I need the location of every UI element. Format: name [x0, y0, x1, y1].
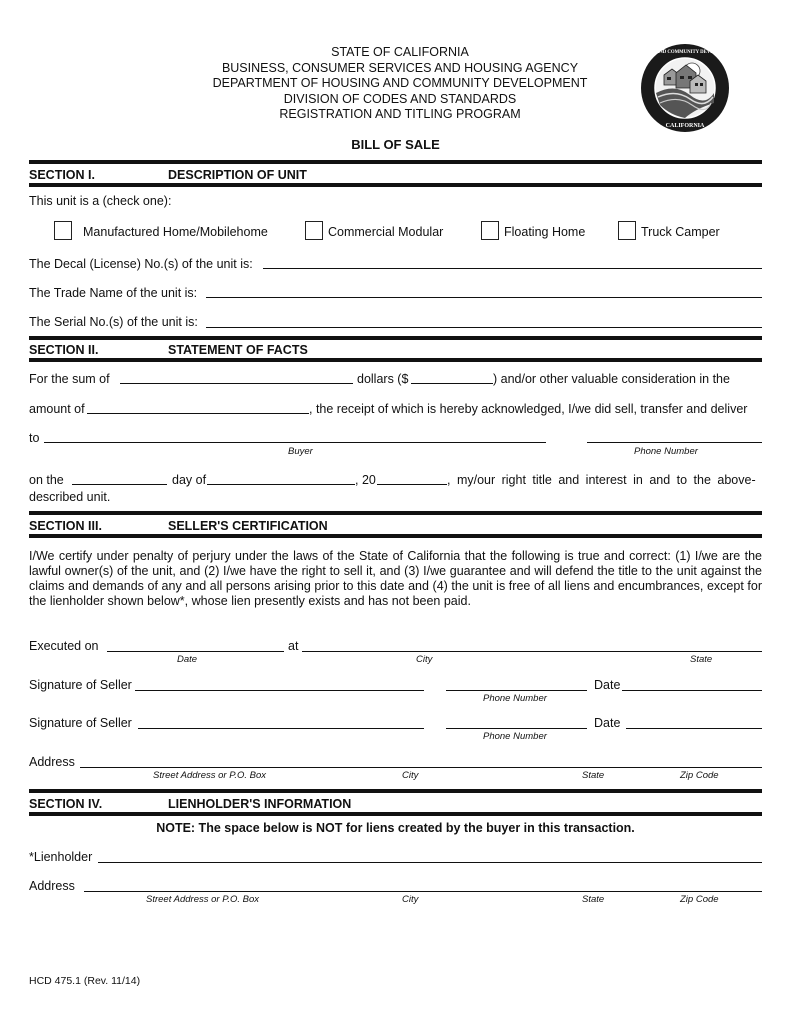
option-label: Truck Camper: [641, 225, 720, 239]
section-number: SECTION II.: [29, 343, 99, 357]
to-label: to: [29, 431, 40, 445]
street-caption: Street Address or P.O. Box: [146, 894, 259, 905]
trade-name-field[interactable]: [206, 297, 762, 298]
month-field[interactable]: [207, 484, 355, 485]
city-caption: City: [402, 894, 419, 905]
header-line: DIVISION OF CODES AND STANDARDS: [283, 91, 517, 106]
check-prompt: This unit is a (check one):: [29, 194, 172, 208]
phone-caption: Phone Number: [634, 446, 698, 457]
agency-header: [180, 45, 620, 123]
state-caption: State: [582, 894, 605, 905]
seal-text-bottom: CALIFORNIA: [665, 123, 705, 129]
section-4-header: [29, 797, 351, 811]
on-the-label: on the: [29, 473, 64, 487]
checkbox-truck-camper[interactable]: [618, 221, 636, 240]
section-1-header: [29, 168, 307, 182]
executed-location-field[interactable]: [302, 651, 762, 652]
amount-field[interactable]: [87, 413, 309, 414]
seller-phone-field-2[interactable]: [446, 728, 587, 729]
date-caption: Date: [177, 654, 198, 665]
sum-dollars-field[interactable]: [411, 383, 493, 384]
section-number: SECTION I.: [29, 168, 95, 182]
at-label: at: [288, 639, 299, 653]
lienholder-address-label: Address: [29, 879, 75, 893]
seal-text-top: HOUSING AND COMMUNITY DEVELOPMENT: [632, 50, 738, 55]
trade-name-label: The Trade Name of the unit is:: [29, 286, 198, 300]
option-label: Floating Home: [504, 225, 586, 239]
year-prefix: , 20: [355, 473, 376, 487]
checkbox-manufactured-home[interactable]: [54, 221, 72, 240]
sum-words-field[interactable]: [120, 383, 353, 384]
amount-label: amount of: [29, 402, 85, 416]
section-divider: [29, 789, 762, 793]
dollars-label: dollars ($: [357, 372, 409, 386]
lien-note: NOTE: The space below is NOT for liens created by the buyer in this transaction.: [156, 821, 635, 835]
phone-caption: Phone Number: [483, 693, 547, 704]
zip-caption: Zip Code: [680, 894, 719, 905]
section-divider: [29, 511, 762, 515]
header-line: BUSINESS, CONSUMER SERVICES AND HOUSING AGENCY: [221, 60, 579, 75]
signature-label: Signature of Seller: [29, 716, 132, 730]
seller-date-field-1[interactable]: [622, 690, 762, 691]
hcd-seal-icon: [632, 43, 738, 133]
certification-text: I/We certify under penalty of perjury under the laws of the State of California that the following is true and correct: (1) I/we are the lawful owner(s) of the unit, and (2) I/we have the right to sell it, and (3) I/we guarantee and will defend the title to the unit against the claims and demands of any and all persons arising prior to this date and (4) the unit is free of all liens and encumbrances, except for the lienholder shown below*, whose lien presently exists and has not been paid.: [29, 549, 762, 608]
phone-caption: Phone Number: [483, 731, 547, 742]
section-divider: [29, 358, 762, 362]
serial-number-field[interactable]: [206, 327, 762, 328]
state-caption: State: [690, 654, 713, 665]
seller-signature-field-2[interactable]: [138, 728, 424, 729]
seller-signature-field-1[interactable]: [135, 690, 424, 691]
right-title-text: , my/our right title and interest in and to the above-: [447, 473, 756, 487]
date-label: Date: [594, 716, 621, 730]
header-line: REGISTRATION AND TITLING PROGRAM: [279, 107, 521, 121]
year-field[interactable]: [377, 484, 447, 485]
lienholder-field[interactable]: [98, 862, 762, 863]
buyer-field[interactable]: [44, 442, 546, 443]
sum-label: For the sum of: [29, 372, 110, 386]
section-title: LIENHOLDER'S INFORMATION: [168, 797, 352, 811]
section-divider: [29, 183, 762, 187]
checkbox-commercial-modular[interactable]: [305, 221, 323, 240]
day-of-label: day of: [172, 473, 207, 487]
section-divider: [29, 812, 762, 816]
section-title: DESCRIPTION OF UNIT: [168, 168, 307, 182]
form-title: BILL OF SALE: [351, 137, 440, 152]
option-label: Manufactured Home/Mobilehome: [83, 225, 268, 239]
section-divider: [29, 534, 762, 538]
lienholder-address-field[interactable]: [84, 891, 762, 892]
seller-date-field-2[interactable]: [626, 728, 762, 729]
address-label: Address: [29, 755, 75, 769]
city-caption: City: [416, 654, 433, 665]
day-field[interactable]: [72, 484, 167, 485]
option-label: Commercial Modular: [328, 225, 444, 239]
decal-label: The Decal (License) No.(s) of the unit is:: [29, 257, 253, 271]
executed-date-field[interactable]: [107, 651, 284, 652]
form-id: HCD 475.1 (Rev. 11/14): [29, 975, 141, 987]
section-divider: [29, 160, 762, 164]
state-caption: State: [582, 770, 605, 781]
checkbox-floating-home[interactable]: [481, 221, 499, 240]
lienholder-label: *Lienholder: [29, 850, 93, 864]
described-unit-text: described unit.: [29, 490, 111, 504]
date-label: Date: [594, 678, 621, 692]
header-line: STATE OF CALIFORNIA: [331, 45, 469, 59]
section-divider: [29, 336, 762, 340]
buyer-caption: Buyer: [288, 446, 313, 457]
city-caption: City: [402, 770, 419, 781]
section-2-header: [29, 343, 308, 357]
section-title: SELLER'S CERTIFICATION: [168, 519, 328, 533]
decal-number-field[interactable]: [263, 268, 762, 269]
section-3-header: [29, 519, 328, 533]
serial-label: The Serial No.(s) of the unit is:: [29, 315, 198, 329]
header-line: DEPARTMENT OF HOUSING AND COMMUNITY DEVELOPMENT: [212, 76, 588, 90]
street-caption: Street Address or P.O. Box: [153, 770, 266, 781]
seller-address-field[interactable]: [80, 767, 762, 768]
buyer-phone-field[interactable]: [587, 442, 762, 443]
consideration-label: ) and/or other valuable consideration in the: [493, 372, 730, 386]
receipt-text: , the receipt of which is hereby acknowledged, I/we did sell, transfer and deliver: [309, 402, 748, 416]
signature-label: Signature of Seller: [29, 678, 132, 692]
seller-phone-field-1[interactable]: [446, 690, 587, 691]
executed-on-label: Executed on: [29, 639, 99, 653]
section-number: SECTION IV.: [29, 797, 103, 811]
zip-caption: Zip Code: [680, 770, 719, 781]
section-title: STATEMENT OF FACTS: [168, 343, 308, 357]
section-number: SECTION III.: [29, 519, 102, 533]
